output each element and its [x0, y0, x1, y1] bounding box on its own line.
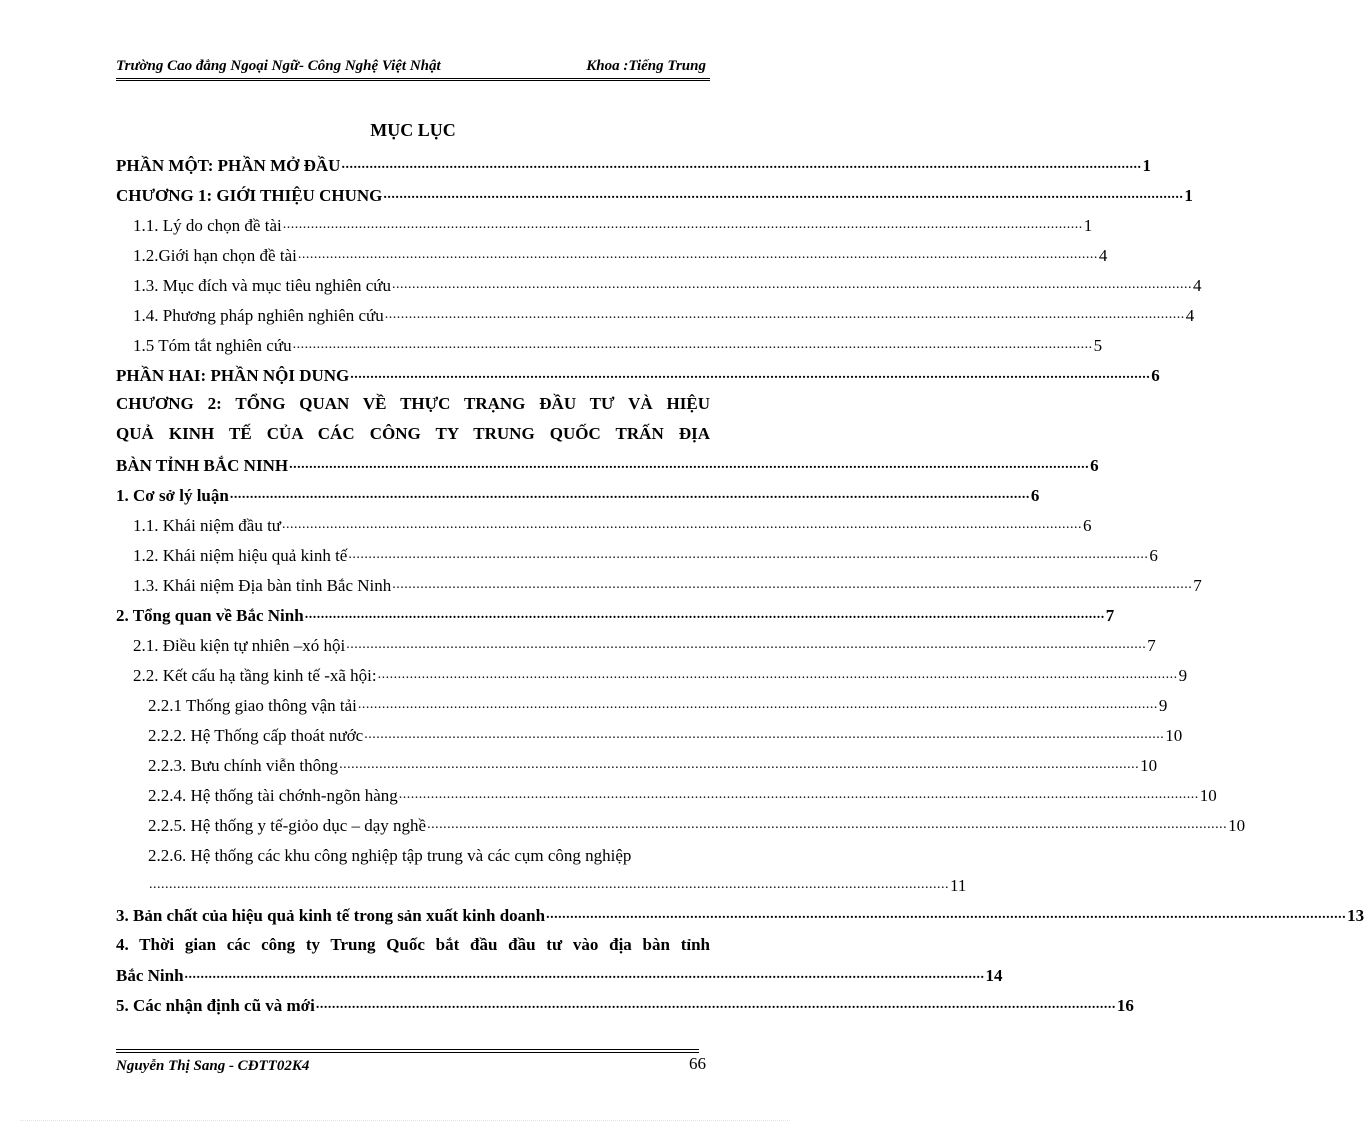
dot-leader: ........................................................................................................................................................................................................ — [289, 457, 1090, 472]
dot-leader: ........................................................................................................................................................................................................ — [149, 877, 949, 892]
dot-leader: ........................................................................................................................................................................................................ — [377, 667, 1178, 682]
footer-author: Nguyễn Thị Sang - CĐTT02K4 — [116, 1058, 310, 1074]
header-faculty: Khoa :Tiếng Trung — [586, 58, 706, 74]
toc-entry[interactable]: PHẦN HAI: PHẦN NỘI DUNG ........................................................................................................................................................................................................ 6 — [116, 366, 1160, 385]
toc-entry[interactable]: 1.4. Phương pháp nghiên nghiên cứu ........................................................................................................................................................................................................ 4 — [133, 306, 1195, 325]
toc-entry[interactable]: 2.2.3. Bưu chính viễn thông ........................................................................................................................................................................................................ 10 — [148, 756, 1158, 775]
dot-leader: ........................................................................................................................................................................................................ — [357, 697, 1158, 712]
dot-leader: ........................................................................................................................................................................................................ — [350, 367, 1151, 382]
footer-rule — [116, 1052, 699, 1053]
page-number: 66 — [689, 1054, 706, 1073]
page-header — [116, 58, 710, 80]
header-rule — [116, 80, 710, 81]
page-edge — [20, 1120, 790, 1121]
dot-leader: ........................................................................................................................................................................................................ — [282, 517, 1083, 532]
dot-leader: ........................................................................................................................................................................................................ — [304, 607, 1105, 622]
toc-entry[interactable]: 1.3. Khái niệm Địa bàn tỉnh Bắc Ninh ........................................................................................................................................................................................................ 7 — [133, 576, 1202, 595]
toc-entry[interactable]: BÀN TỈNH BẮC NINH ........................................................................................................................................................................................................ 6 — [116, 456, 1099, 475]
toc-entry[interactable]: 1. Cơ sở lý luận ........................................................................................................................................................................................................ 6 — [116, 486, 1040, 505]
dot-leader: ........................................................................................................................................................................................................ — [184, 967, 985, 982]
toc-entry[interactable]: 2.1. Điều kiện tự nhiên –xó hội ........................................................................................................................................................................................................ 7 — [133, 636, 1156, 655]
dot-leader: ........................................................................................................................................................................................................ — [282, 217, 1083, 232]
dot-leader: ........................................................................................................................................................................................................ — [229, 487, 1030, 502]
dot-leader: ........................................................................................................................................................................................................ — [341, 157, 1142, 172]
toc-entry[interactable]: 1.2. Khái niệm hiệu quả kinh tế ........................................................................................................................................................................................................ 6 — [133, 546, 1158, 565]
toc-entry[interactable]: 1.5 Tóm tắt nghiên cứu ........................................................................................................................................................................................................ 5 — [133, 336, 1103, 355]
dot-leader: ........................................................................................................................................................................................................ — [392, 277, 1193, 292]
dot-leader: ........................................................................................................................................................................................................ — [346, 637, 1147, 652]
toc-entry[interactable]: 3. Bản chất của hiệu quả kinh tế trong sản xuất kinh doanh ........................................................................................................................................................................................................ 13 — [116, 906, 1364, 925]
footer-rule — [116, 1049, 699, 1050]
dot-leader: ........................................................................................................................................................................................................ — [297, 247, 1098, 262]
dot-leader: ........................................................................................................................................................................................................ — [392, 577, 1193, 592]
toc-entry[interactable]: PHẦN MỘT: PHẦN MỞ ĐẦU ........................................................................................................................................................................................................ 1 — [116, 156, 1151, 175]
toc-entry[interactable]: 2.2.2. Hệ Thống cấp thoát nước ........................................................................................................................................................................................................ 10 — [148, 726, 1183, 745]
dot-leader: ........................................................................................................................................................................................................ — [339, 757, 1140, 772]
dot-leader: ........................................................................................................................................................................................................ — [292, 337, 1093, 352]
toc-entry-line: 4. Thời gian các công ty Trung Quốc bắt đầu đầu tư vào địa bàn tỉnh — [116, 935, 710, 954]
toc-entry[interactable]: CHƯƠNG 1: GIỚI THIỆU CHUNG ........................................................................................................................................................................................................ 1 — [116, 186, 1193, 205]
dot-leader: ........................................................................................................................................................................................................ — [348, 547, 1149, 562]
dot-leader: ........................................................................................................................................................................................................ — [546, 907, 1347, 922]
toc-entry[interactable]: 5. Các nhận định cũ và mới ........................................................................................................................................................................................................ 16 — [116, 996, 1134, 1015]
toc-entry-line: 2.2.6. Hệ thống các khu công nghiệp tập trung và các cụm công nghiệp — [148, 846, 632, 865]
toc-entry[interactable]: 2. Tổng quan về Bắc Ninh ........................................................................................................................................................................................................ 7 — [116, 606, 1115, 625]
toc-entry-line: QUẢ KINH TẾ CỦA CÁC CÔNG TY TRUNG QUỐC TRẤN ĐỊA — [116, 424, 710, 443]
dot-leader: ........................................................................................................................................................................................................ — [384, 307, 1185, 322]
dot-leader: ........................................................................................................................................................................................................ — [383, 187, 1184, 202]
dot-leader: ........................................................................................................................................................................................................ — [427, 817, 1228, 832]
dot-leader: ........................................................................................................................................................................................................ — [398, 787, 1199, 802]
toc-entry[interactable]: 2.2.1 Thống giao thông vận tải ........................................................................................................................................................................................................ 9 — [148, 696, 1168, 715]
toc-entry[interactable]: Bắc Ninh ........................................................................................................................................................................................................ 14 — [116, 966, 1003, 985]
toc-entry[interactable]: 1.3. Mục đích và mục tiêu nghiên cứu ........................................................................................................................................................................................................ 4 — [133, 276, 1202, 295]
page-footer — [116, 1054, 710, 1080]
toc-title: MỤC LỤC — [370, 120, 456, 140]
toc-entry[interactable]: 2.2.4. Hệ thống tài chớnh-ngõn hàng ........................................................................................................................................................................................................ 10 — [148, 786, 1217, 805]
header-school: Trường Cao đẳng Ngoại Ngữ- Công Nghệ Việt Nhật — [116, 58, 441, 74]
toc-entry[interactable]: 1.1. Lý do chọn đề tài ........................................................................................................................................................................................................ 1 — [133, 216, 1093, 235]
header-rule — [116, 78, 710, 79]
toc-entry[interactable]: 2.2.5. Hệ thống y tế-giỏo dục – dạy nghề ........................................................................................................................................................................................................ 10 — [148, 816, 1246, 835]
toc-entry[interactable]: 1.1. Khái niệm đầu tư ........................................................................................................................................................................................................ 6 — [133, 516, 1092, 535]
toc-entry-line: CHƯƠNG 2: TỔNG QUAN VỀ THỰC TRẠNG ĐẦU TƯ VÀ HIỆU — [116, 394, 710, 413]
dot-leader: ........................................................................................................................................................................................................ — [315, 997, 1116, 1012]
toc-entry[interactable]: 1.2.Giới hạn chọn đề tài ........................................................................................................................................................................................................ 4 — [133, 246, 1108, 265]
dot-leader: ........................................................................................................................................................................................................ — [364, 727, 1165, 742]
toc-entry[interactable]: ........................................................................................................................................................................................................ 11 — [149, 876, 967, 895]
toc-entry[interactable]: 2.2. Kết cấu hạ tầng kinh tế -xã hội: ........................................................................................................................................................................................................ 9 — [133, 666, 1188, 685]
